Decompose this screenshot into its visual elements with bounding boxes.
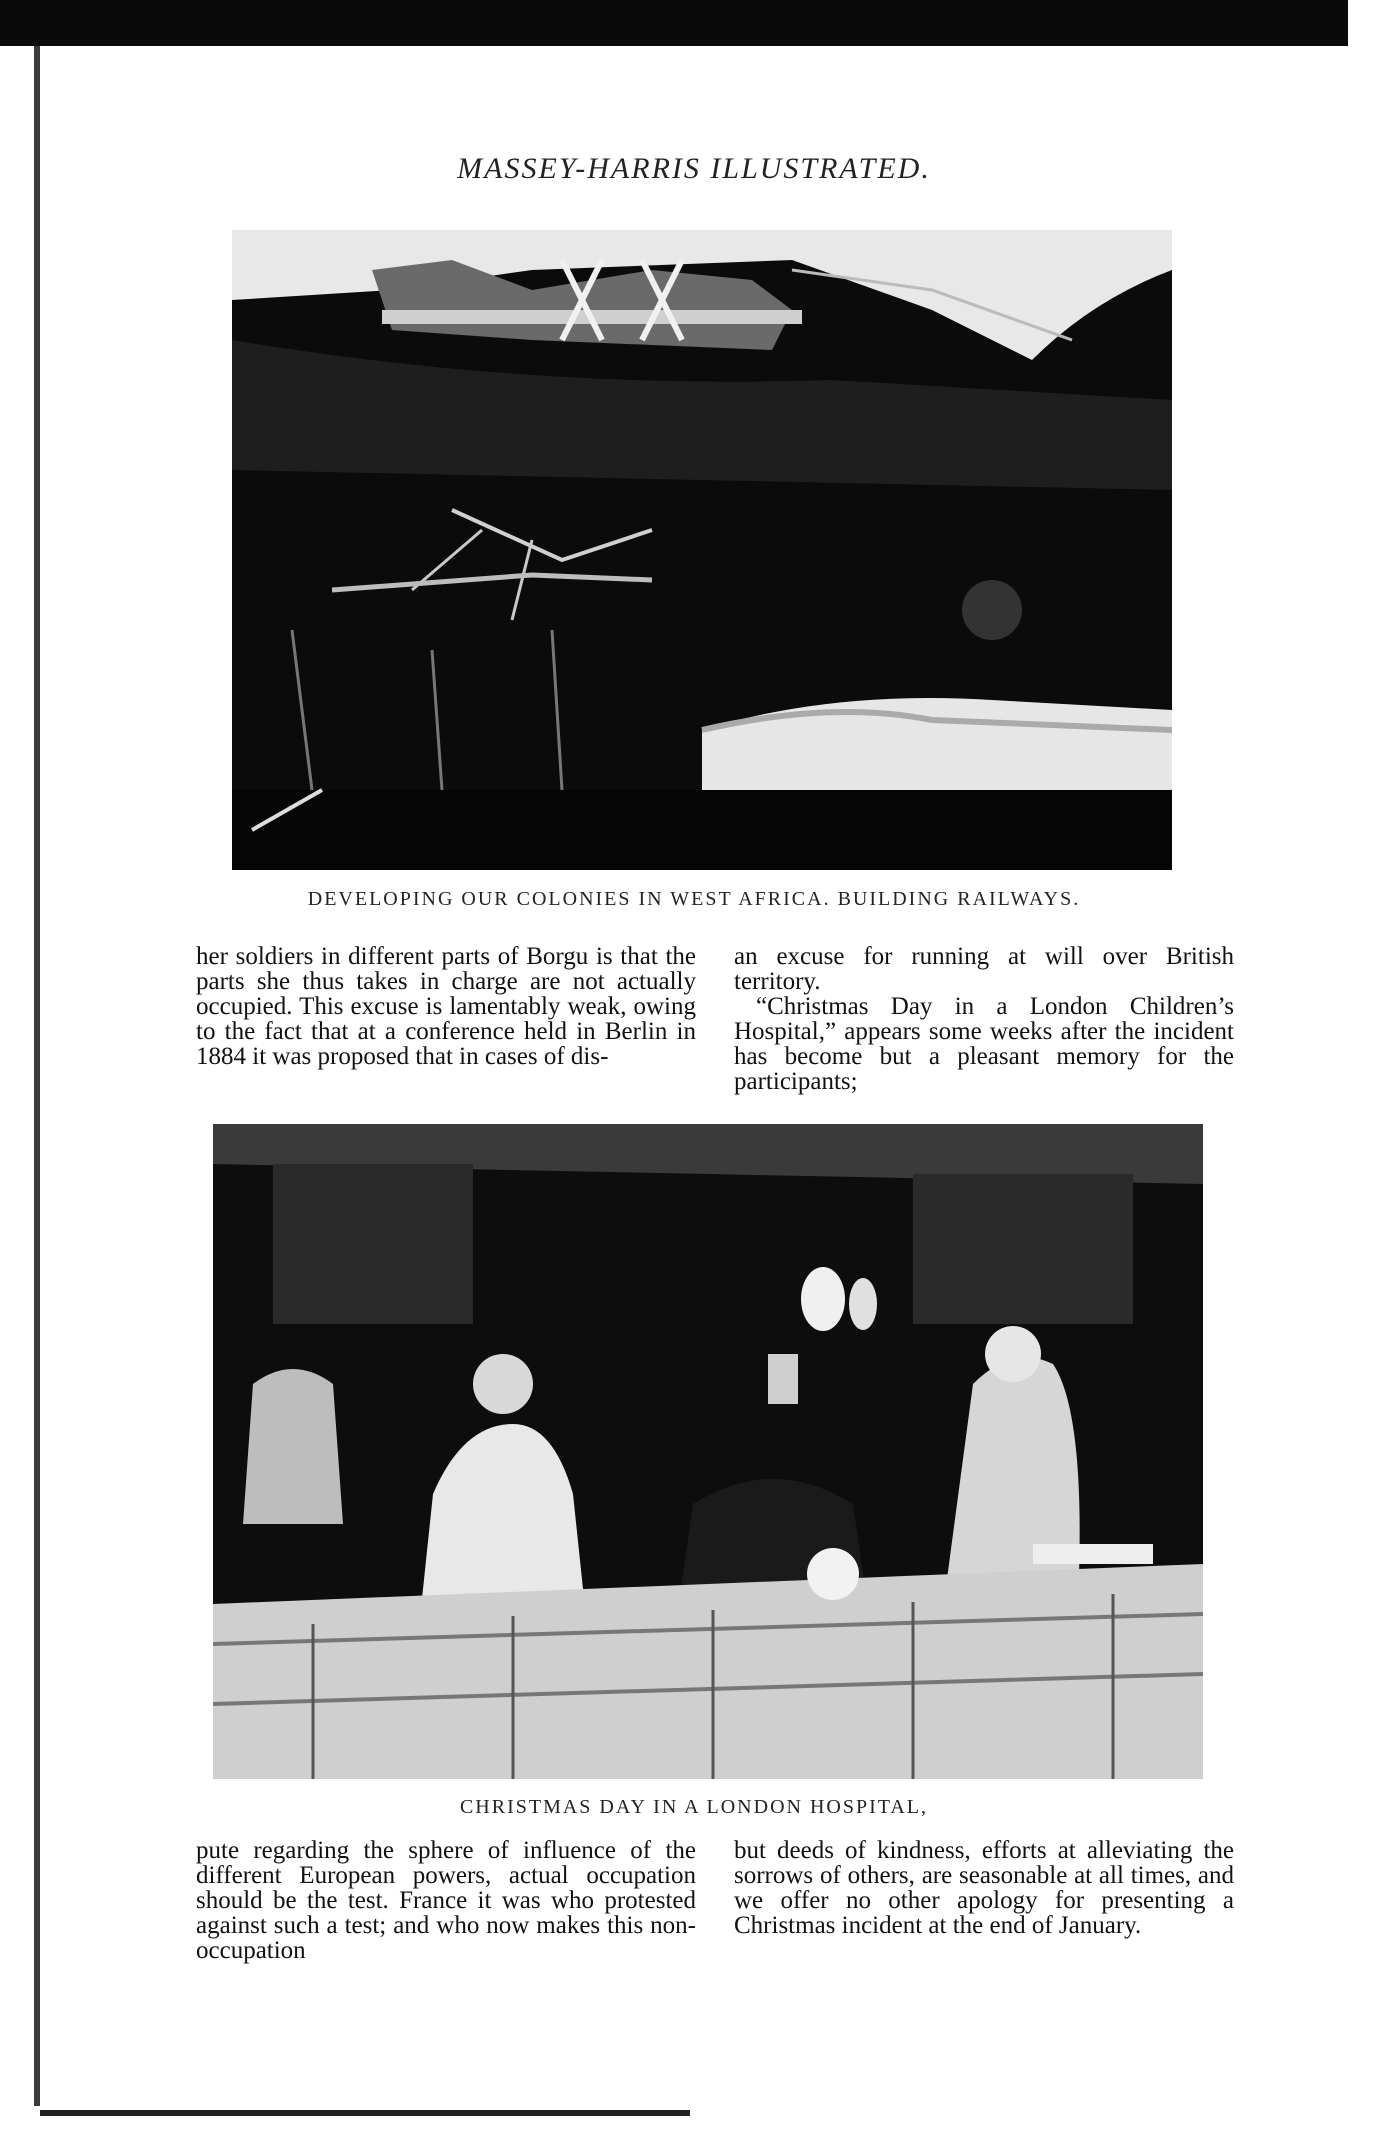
column-left-2: [196, 1838, 696, 1963]
column-left-1: [196, 944, 696, 1069]
railway-bridge-photo: [232, 230, 1172, 870]
paragraph: “Christmas Day in a London Children’s Hospital,” appears some weeks after the incident has become but a pleasant memory for the participants;: [734, 993, 1234, 1095]
column-right-1: [734, 944, 1234, 1094]
page-bottom-rule: [40, 2110, 690, 2116]
paragraph: pute regarding the sphere of influence of the different European powers, actual occupation should be the test. France it was who protested against such a test; and who now makes this non-occupation: [196, 1837, 696, 1964]
figure-2-caption: CHRISTMAS DAY IN A LONDON HOSPITAL,: [459, 1796, 929, 1818]
figure-1-caption: DEVELOPING OUR COLONIES IN WEST AFRICA. BUILDING RAILWAYS.: [307, 888, 1081, 910]
paragraph: an excuse for running at will over British territory.: [734, 943, 1234, 995]
running-head: MASSEY-HARRIS ILLUSTRATED.: [457, 152, 931, 185]
column-right-2: [734, 1838, 1234, 1938]
paragraph: her soldiers in different parts of Borgu is that the parts she thus takes in charge are not actually occupied. This excuse is lamentably weak, owing to the fact that at a conference held in Berlin in 1884 it was proposed that in cases of dis-: [196, 943, 696, 1070]
hospital-ward-photo: [213, 1124, 1203, 1779]
page-top-border: [0, 0, 1348, 46]
paragraph: but deeds of kindness, efforts at alleviating the sorrows of others, are seasonable at all times, and we offer no other apology for presenting a Christmas incident at the end of January.: [734, 1837, 1234, 1939]
